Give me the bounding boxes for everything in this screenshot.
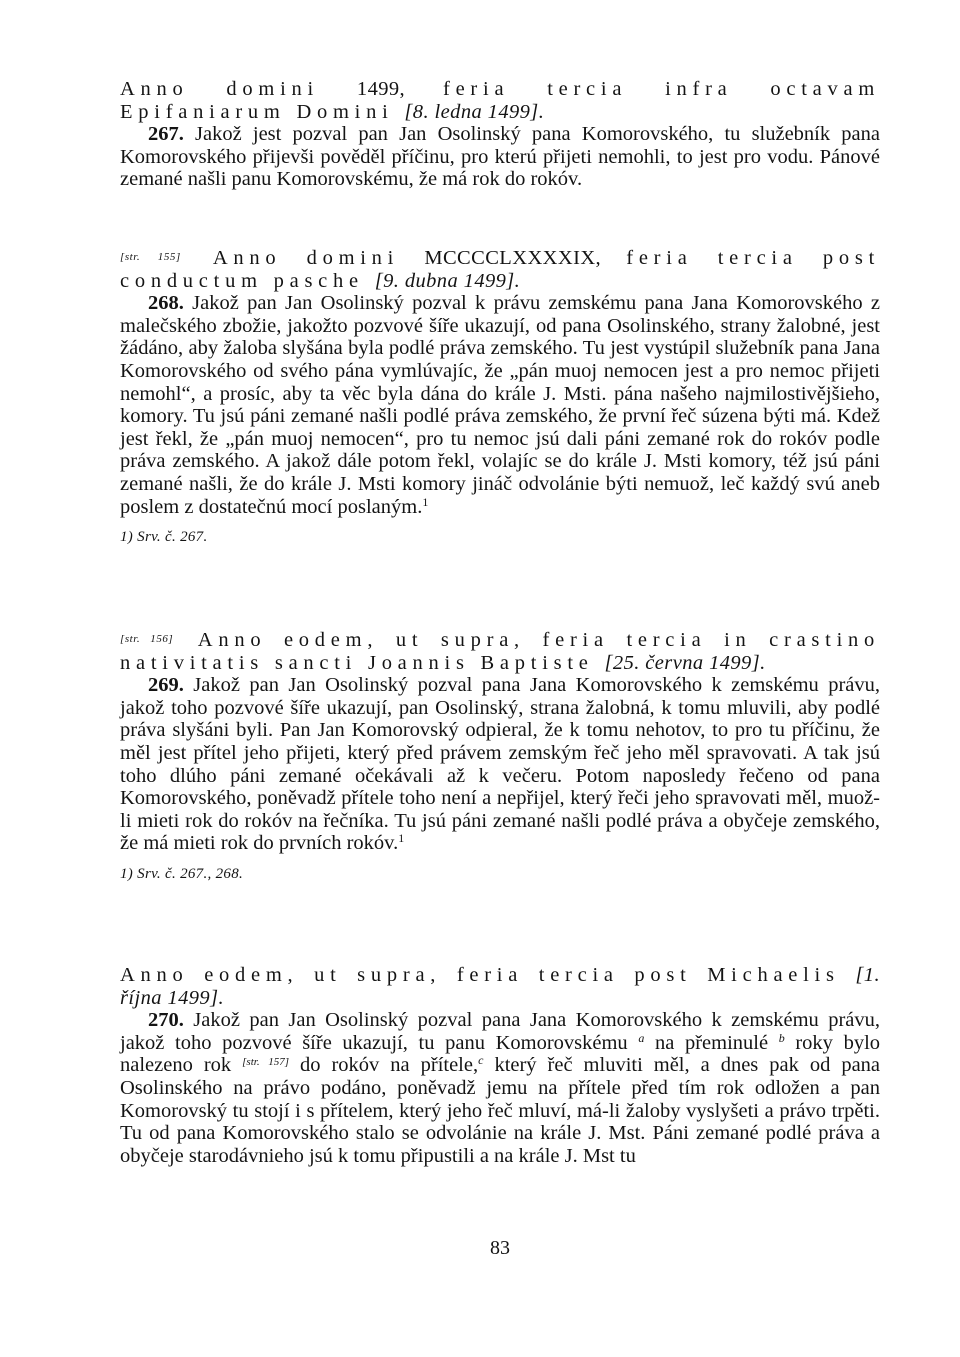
record-entry [120,674,880,855]
page-number: 83 [490,1237,510,1259]
entry-number: 268. [148,292,184,315]
entry-text: do rokóv na přítele, [299,1054,479,1077]
record-entry [120,1009,880,1167]
critical-note-marker: c [478,1053,484,1068]
record-entry [120,123,880,191]
record-block [120,964,880,1167]
heading-text: feria tercia infra octavam Epifaniarum Domini [120,78,881,123]
entry-text: Jakož pan Jan Osolinský pozval k právu zemskému pana Jana Komorovského z malečského zbožie, jakožto pozvové šíře ukazují, od pana Osolinského, strany žalobné, jest žádáno, aby žaloba slyšána byla podlé práva zemského. Tu jest vystúpil služebník pana Jana Komorovského od svého pána vymlúvajíc, že „pán muoj nemocen jest a pro nemoc přijeti nemohl“, a prosíc, aby ta věc byla dána do krále J. Msti. pána našeho najmilostivějšieho, komory. Tu jsú páni zemané našli podlé práva zemského, že první řeč súzena býti má. Kdež jest řekl, že „pán muoj nemocen“, pro tu nemoc jsú dali páni zemané rok do rokóv podle práva zemského. A jakož dále potom řekl, volajíc se do krále J. Msti komory, též jsú páni zemané našli, že do krále J. Msti komory jináč odvolánie býti nemuož, leč každý svú aneb poslem z dostatečnú mocí poslaným. [120,292,880,518]
entry-number: 267. [148,123,184,146]
heading-text: Anno eodem, ut supra, feria tercia in crastino nativitatis sancti Joannis Baptiste [120,629,880,674]
critical-note-marker: a [638,1030,645,1045]
record-block [120,628,880,886]
record-entry [120,292,880,518]
entry-text: roky bylo nalezeno rok [120,1031,881,1077]
footnote-marker: 1 [422,494,429,509]
heading-date: [8. ledna 1499]. [404,100,545,123]
heading-text: Anno eodem, ut supra, feria tercia post Michaelis [120,964,840,986]
footnote-marker: 1 [398,831,405,846]
entry-text: Jakož pan Jan Osolinský pozval pana Jana Komorovského k zemskému právu, jakož toho pozvové šíře ukazují, tu panu Komorovskému [120,1009,881,1054]
record-block [120,246,880,549]
entry-text: Jakož pan Jan Osolinský pozval pana Jana Komorovského k zemskému právu, jakož toho pozvové šíře ukazují, pan Osolinský, strana žalobná, k tomu mluvili, aby podlé práva slyšáni byli. Pan Jan Komorovský odpieral, že k tomu nehotov, to pro tu příčinu, že měl jest přítel jeho přijeti, který před právem zemským řeč jeho měl spravovati. A tak jsú toho dlúho páni zemané očekávali až k večeru. Potom naposledy řečeno od pana Komorovského, poněvadž přítele toho není a nepřijel, který řeči jeho spravovati měl, muož-li mieti rok do rokóv na řečníka. Tu jsú páni zemané našli podlé práva a obyčeje zemského, že má mieti rok do prvních rokóv. [120,674,881,855]
heading-text: feria tercia post conductum pasche [120,247,881,292]
heading-text: Anno domini [120,78,319,100]
page-reference: [str. 156] [120,633,174,645]
entry-text: Jakož jest pozval pan Jan Osolinský pana Komorovského, tu služebník pana Komorovského přijevši pověděl příčinu, pro kterú přijeti nemohli, to jest pro vodu. Pánové zemané našli panu Komorovskému, že má rok do rokóv. [120,123,880,191]
footnote: 1) Srv. č. 267., 268. [120,865,244,882]
heading-year: MCCCCLXXXXIX, [424,247,602,269]
footnote: 1) Srv. č. 267. [120,529,208,546]
heading-text: Anno domini [212,247,400,269]
page-reference: [str. 157] [242,1056,289,1069]
record-block [120,78,880,191]
session-heading [120,628,880,674]
heading-date: [9. dubna 1499]. [374,269,521,292]
heading-date: [1. října 1499]. [120,964,880,1009]
entry-number: 270. [148,1009,184,1032]
session-heading [120,964,880,1009]
session-heading [120,78,880,123]
heading-date: [25. června 1499]. [604,651,766,674]
entry-text: který řeč mluviti měl, a dnes pak od pana Osolinského na právo podáno, poněvadž jemu na přítele před tím rok odložen a pan Komorovský tu stojí i s přítelem, který jeho řeč mluví, má-li žaloby vyslyšeti a právo trpěti. Tu od pana Komorovského stalo se odvolánie na krále J. Mst. Páni zemané podlé práva a obyčeje starodávnieho jsú k tomu připustili a na krále J. Mst tu [120,1054,881,1167]
entry-number: 269. [148,674,184,697]
heading-year: 1499, [356,78,406,100]
critical-note-marker: b [778,1030,785,1045]
session-heading [120,246,880,292]
page-reference: [str. 155] [120,251,181,263]
entry-text: na přeminulé [654,1031,769,1054]
